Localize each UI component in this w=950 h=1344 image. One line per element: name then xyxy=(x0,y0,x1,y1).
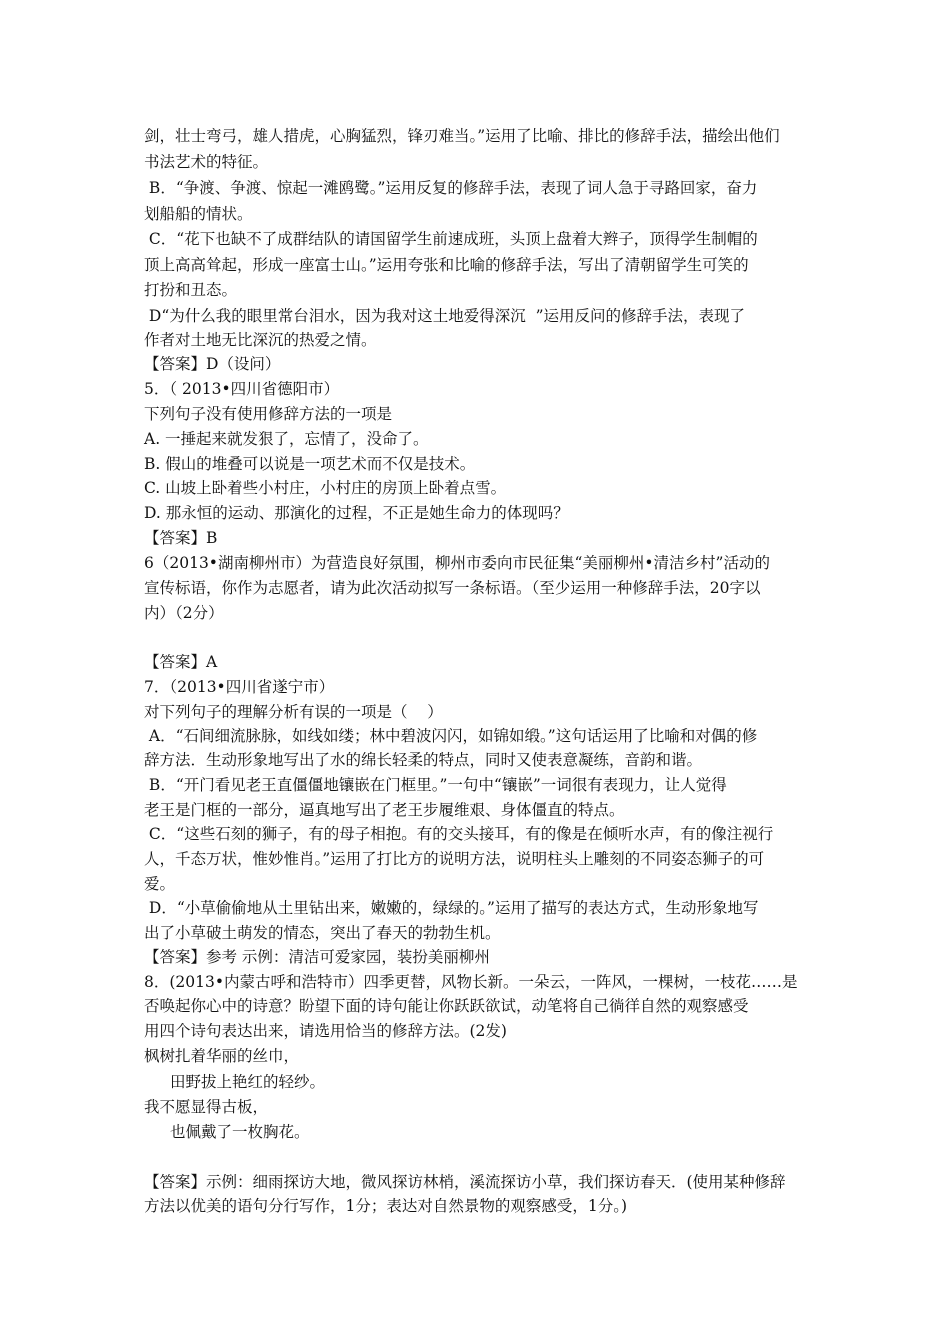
text-line: 出了小草破土萌发的情态，突出了春天的勃勃生机。 xyxy=(144,924,501,942)
text-line: 作者对土地无比深沉的热爱之情。 xyxy=(144,331,377,349)
answer-line: 【答案】示例：细雨探访大地，微风探访林梢，溪流探访小草，我们探访春天．(使用某种修辞 xyxy=(144,1173,786,1191)
option-line: B．“开门看见老王直僵僵地镶嵌在门框里。”一句中“镶嵌”一词很有表现力，让人觉得 xyxy=(144,776,727,794)
option-line: A. 一捶起来就发狠了，忘情了，没命了。 xyxy=(144,430,429,448)
text-line: 老王是门框的一部分，逼真地写出了老王步履维艰、身体僵直的特点。 xyxy=(144,801,625,819)
option-line: B. 假山的堆叠可以说是一项艺术而不仅是技术。 xyxy=(144,455,476,473)
text-line: 顶上高高耸起，形成一座富士山。”运用夸张和比喻的修辞手法，写出了清朝留学生可笑的 xyxy=(144,256,749,274)
question-stem: 对下列句子的理解分析有误的一项是（ ） xyxy=(144,703,443,721)
text-line: 人，千态万状，惟妙惟肖。”运用了打比方的说明方法，说明柱头上雕刻的不同姿态狮子的可 xyxy=(144,850,765,868)
text-line: 划船船的情状。 xyxy=(144,205,253,223)
text-line: 内）（2分） xyxy=(144,604,224,622)
option-line: D. 那永恒的运动、那演化的过程，不正是她生命力的体现吗？ xyxy=(144,504,569,522)
text-line: 方法以优美的语句分行写作，1分；表达对自然景物的观察感受，1分。) xyxy=(144,1197,628,1215)
text-line: 用四个诗句表达出来，请选用恰当的修辞方法。(2发) xyxy=(144,1022,507,1040)
poem-line: 枫树扎着华丽的丝巾， xyxy=(144,1047,300,1065)
text-line: 宣传标语，你作为志愿者，请为此次活动拟写一条标语。（至少运用一种修辞手法，20字以 xyxy=(144,579,761,597)
option-line: D“为什么我的眼里常台泪水，因为我对这土地爱得深沉 ”运用反问的修辞手法，表现了 xyxy=(144,307,746,325)
option-line: C. 山坡上卧着些小村庄，小村庄的房顶上卧着点雪。 xyxy=(144,479,507,497)
answer-line: 【答案】参考 示例：清洁可爱家园，装扮美丽柳州 xyxy=(144,948,490,966)
text-line: 打扮和丑态。 xyxy=(144,281,238,299)
question-heading: 7．（2013•四川省遂宁市） xyxy=(144,678,335,696)
poem-line: 也佩戴了一枚胸花。 xyxy=(170,1123,310,1141)
text-line: 书法艺术的特征。 xyxy=(144,153,269,171)
question-stem: 下列句子没有使用修辞方法的一项是 xyxy=(144,405,393,423)
poem-line: 我不愿显得古板， xyxy=(144,1098,269,1116)
answer-line: 【答案】D（设问） xyxy=(144,355,281,373)
option-line: C．“花下也缺不了成群结队的请国留学生前速成班，头顶上盘着大辫子，顶得学生制帽的 xyxy=(144,230,758,248)
question-heading: 8．(2013•内蒙古呼和浩特市）四季更替，风物长新。一朵云，一阵风，一棵树，一枝花……是 xyxy=(144,973,798,991)
option-line: D．“小草偷偷地从土里钻出来，嫩嫩的，绿绿的。”运用了描写的表达方式，生动形象地写 xyxy=(144,899,759,917)
question-heading: 6（2013•湖南柳州市）为营造良好氛围，柳州市委向市民征集“美丽柳州•清洁乡村”活动的 xyxy=(144,554,770,572)
text-line: 否唤起你心中的诗意？盼望下面的诗句能让你跃跃欲试，动笔将自己徜徉自然的观察感受 xyxy=(144,997,749,1015)
option-line: A．“石间细流脉脉，如线如缕；林中碧波闪闪，如锦如缎。”这句话运用了比喻和对偶的修 xyxy=(144,727,758,745)
poem-line: 田野拔上艳红的轻纱。 xyxy=(170,1073,326,1091)
text-line: 剑，壮士弯弓，雄人措虎，心胸猛烈，锋刃难当。”运用了比喻、排比的修辞手法，描绘出他们 xyxy=(144,127,780,145)
question-heading: 5．（ 2013•四川省德阳市） xyxy=(144,380,340,398)
text-line: 爱。 xyxy=(144,875,176,893)
answer-line: 【答案】B xyxy=(144,529,218,547)
answer-line: 【答案】A xyxy=(144,653,218,671)
text-line: 辞方法．生动形象地写出了水的绵长轻柔的特点，同时又使表意凝练，音韵和谐。 xyxy=(144,751,703,769)
option-line: B．“争渡、争渡、惊起一滩鸥鹭。”运用反复的修辞手法，表现了词人急于寻路回家，奋力 xyxy=(144,179,758,197)
option-line: C．“这些石刻的狮子，有的母子相抱。有的交头接耳，有的像是在倾听水声，有的像注视行 xyxy=(144,825,774,843)
